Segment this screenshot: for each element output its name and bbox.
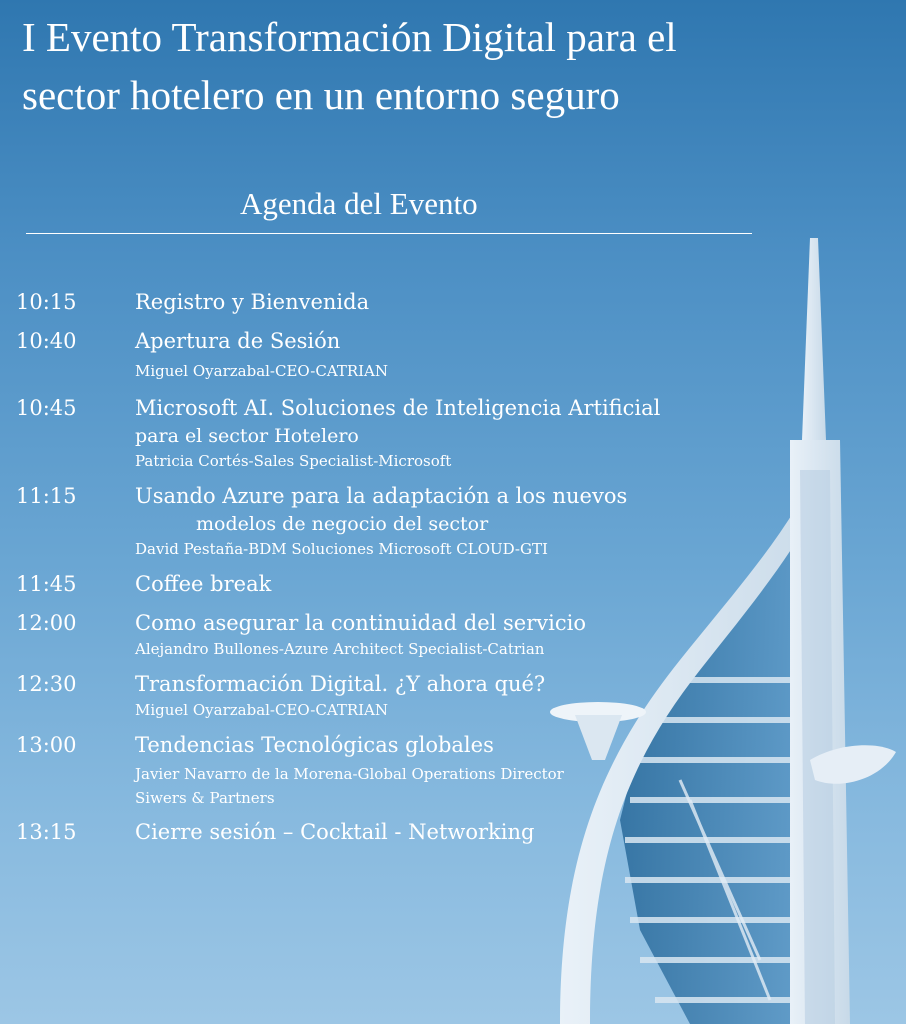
heading-divider [26,233,752,234]
agenda-time: 12:00 [16,611,77,635]
agenda-title: Como asegurar la continuidad del servicio [135,611,586,635]
agenda-speaker: Javier Navarro de la Morena-Global Operations Director [135,765,564,783]
agenda-time: 13:00 [16,733,77,757]
agenda-speaker: Miguel Oyarzabal-CEO-CATRIAN [135,362,389,380]
agenda-time: 11:15 [16,484,77,508]
agenda-time: 10:40 [16,329,77,353]
agenda-title: Transformación Digital. ¿Y ahora qué? [135,672,546,696]
event-title [22,8,892,124]
agenda-title-continued: modelos de negocio del sector [196,513,489,535]
agenda-speaker: Miguel Oyarzabal-CEO-CATRIAN [135,701,389,719]
event-title-line-2: sector hotelero en un entorno seguro [22,72,620,118]
agenda-title: Registro y Bienvenida [135,290,370,314]
agenda-time: 12:30 [16,672,77,696]
agenda-time: 10:15 [16,290,77,314]
agenda-title: Usando Azure para la adaptación a los nuevos [135,484,628,508]
agenda-speaker: Alejandro Bullones-Azure Architect Specialist-Catrian [135,640,545,658]
agenda-speaker: David Pestaña-BDM Soluciones Microsoft CLOUD-GTI [135,540,548,558]
event-title-line-1: I Evento Transformación Digital para el [22,14,677,60]
agenda-speaker-continued: Siwers & Partners [135,789,275,807]
agenda-title: Tendencias Tecnológicas globales [135,733,494,757]
agenda-title-continued: para el sector Hotelero [135,425,359,447]
agenda-title: Apertura de Sesión [135,329,341,353]
agenda-speaker: Patricia Cortés-Sales Specialist-Microsoft [135,452,452,470]
agenda-time: 13:15 [16,820,77,844]
agenda-time: 11:45 [16,572,77,596]
agenda-time: 10:45 [16,396,77,420]
agenda-heading: Agenda del Evento [240,186,478,221]
agenda-title: Cierre sesión – Cocktail - Networking [135,820,535,844]
agenda-title: Coffee break [135,572,272,596]
agenda-title: Microsoft AI. Soluciones de Inteligencia Artificial [135,396,661,420]
